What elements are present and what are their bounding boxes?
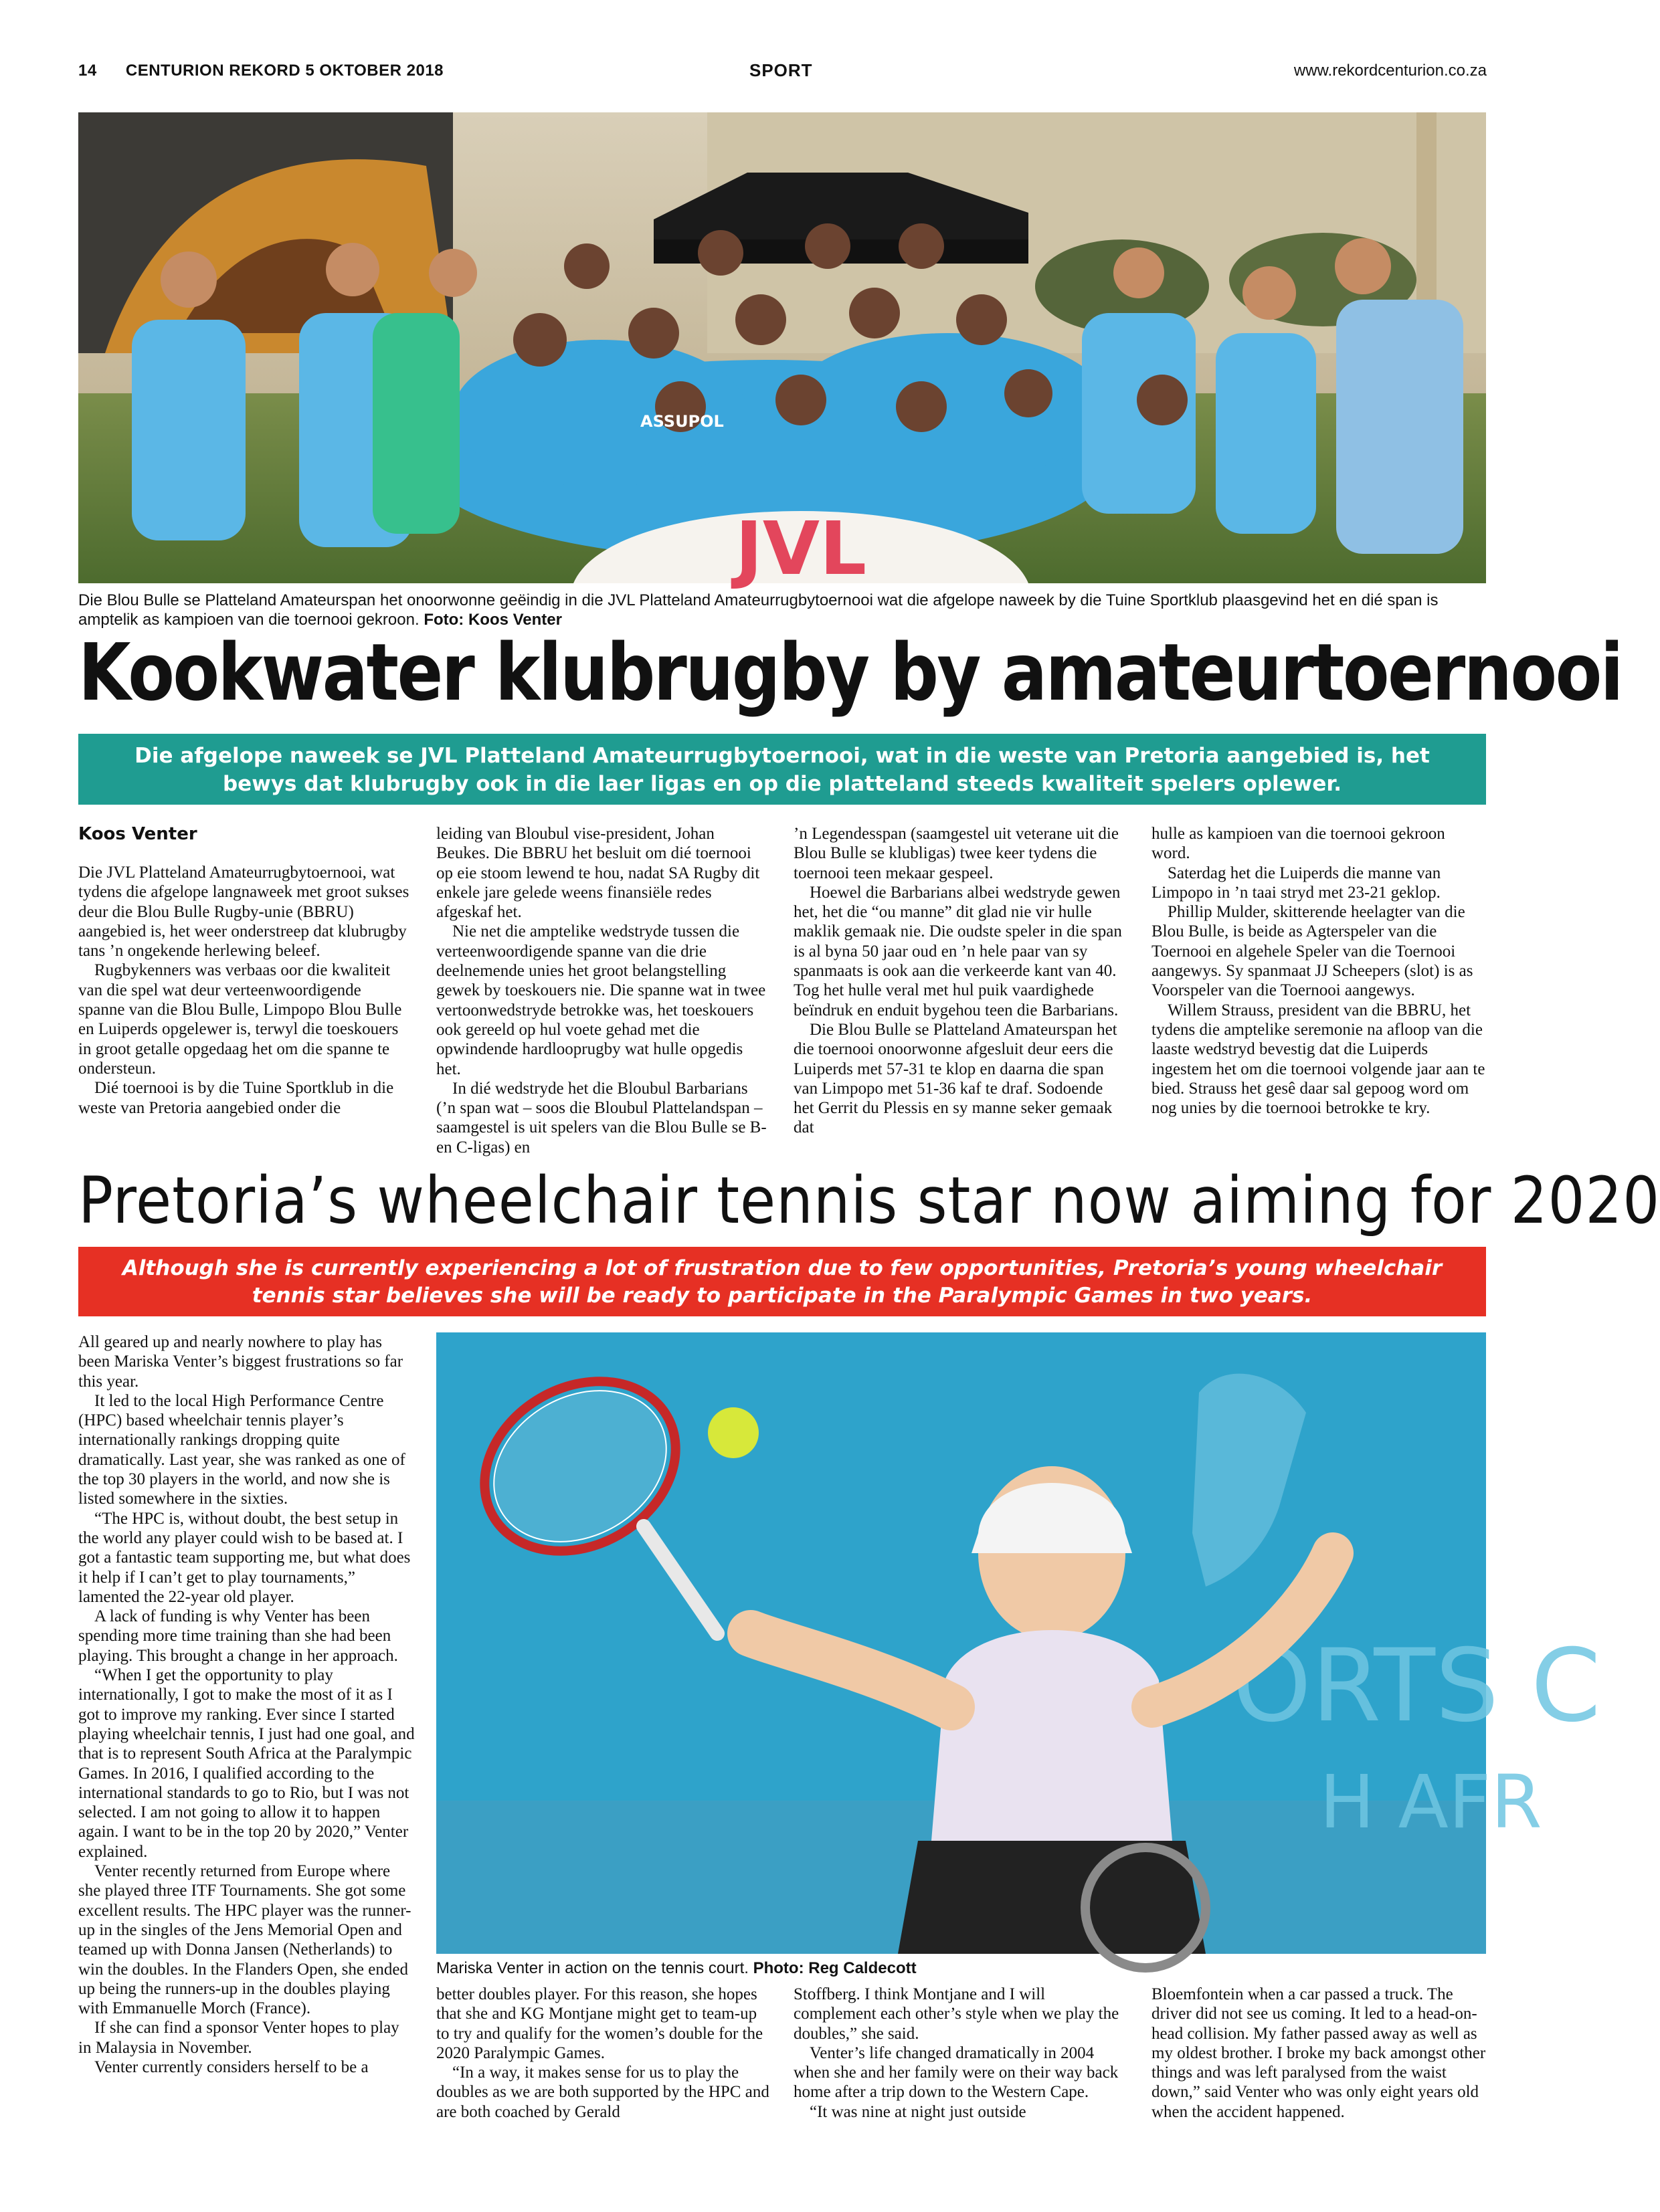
article2-standfirst-text: Although she is currently experiencing a lot of frustration due to few opportunities, Pretoria’s young wheelchair tennis star believes she will be ready to participate in the Paralympic Games in two years. xyxy=(122,1256,1443,1308)
article2-paragraph: “When I get the opportunity to play internationally, I got to make the most of it as I got to improve my ranking. Ever since I started playing wheelchair tennis, I just had one goal, and that is to represent South Africa at the Paralympic Games. In 2016, I qualified according to the international standards to go to Rio, but I was not selected. I am not going to allow it to happen again. I want to be in the top 20 by 2020,” Venter explained. xyxy=(78,1666,415,1861)
article1-standfirst-text: Die afgelope naweek se JVL Platteland Amateurrugbytoernooi, wat in die weste van Pretoria aangebied is, het bewys dat klubrugby ook in die laer ligas en op die platteland steeds kwaliteit spelers oplewer. xyxy=(134,744,1430,796)
backdrop-text-line1: ORTS C xyxy=(1232,1628,1601,1744)
article2-column-2 xyxy=(436,1985,769,2122)
article1-byline: Koos Venter xyxy=(78,824,197,844)
article2-paragraph: “The HPC is, without doubt, the best setup in the world any player could wish to be based at. I got a fantastic team supporting me, but what does it help if I can’t get to play tournaments,” lamented the 22-year old player. xyxy=(78,1509,411,1606)
article1-paragraph: Rugbykenners was verbaas oor die kwaliteit van die spel wat deur verteenwoordigende spanne van die Blou Bulle, Limpopo Blou Bulle en Luiperds opgelewer is, terwyl die toeskouers in groot getalle opgedaag het om die spanne te ondersteun. xyxy=(78,961,402,1078)
article2-paragraph: “In a way, it makes sense for us to play the doubles as we are both supported by the HPC and are both coached by Gerald xyxy=(436,2064,769,2121)
article2-paragraph: A lack of funding is why Venter has been spending more time training than she had been playing. This brought a change in her approach. xyxy=(78,1607,398,1665)
article2-paragraph: It led to the local High Performance Centre (HPC) based wheelchair tennis player’s internationally rankings dropping quite dramatically. Last year, she was ranked as one of the top 30 players in the world, and now she is listed somewhere in the sixties. xyxy=(78,1391,405,1508)
article1-paragraph: ’n Legendesspan (saamgestel uit veterane uit die Blou Bulle se klubligas) twee keer tydens die toernooi teen mekaar gespeel. xyxy=(794,825,1119,882)
article1-column-3 xyxy=(794,824,1127,1138)
article2-paragraph: “It was nine at night just outside xyxy=(810,2102,1026,2121)
tennis-caption-credit: Photo: Reg Caldecott xyxy=(753,1959,917,1977)
page-header-left xyxy=(78,62,444,80)
publication-date: CENTURION REKORD 5 OKTOBER 2018 xyxy=(125,62,444,80)
article2-standfirst xyxy=(78,1247,1486,1316)
article1-paragraph: Saterdag het die Luiperds die manne van Limpopo in ’n taai stryd met 23-21 geklop. xyxy=(1151,864,1441,902)
article1-paragraph: Hoewel die Barbarians albei wedstryde gewen het, het die “ou manne” dit glad nie vir hulle maklik gemaak nie. Die oudste speler in die span is al byna 50 jaar oud en ’n hele paar van sy spanmaats is ook aan die verkeerde kant van 40. Tog het hulle veral met hul puik vaardighede beïndruk en enduit bygehou teen die Barbarians. xyxy=(794,883,1122,1019)
tennis-player-photo xyxy=(436,1332,1601,1954)
backdrop-text-line2: H AFR xyxy=(1319,1759,1542,1845)
section-label: SPORT xyxy=(749,60,813,80)
rugby-caption-credit: Foto: Koos Venter xyxy=(424,611,562,629)
page-number: 14 xyxy=(78,62,97,80)
rugby-photo-illustration xyxy=(78,112,1486,591)
banner-logo-text: JVL xyxy=(735,506,867,591)
article2-paragraph: If she can find a sponsor Venter hopes to play in Malaysia in November. xyxy=(78,2019,399,2057)
article2-paragraph: All geared up and nearly nowhere to play has been Mariska Venter’s biggest frustrations so far this year. xyxy=(78,1333,403,1391)
rugby-team-photo xyxy=(78,112,1486,591)
article2-headline: Pretoria’s wheelchair tennis star now aiming for 2020 xyxy=(78,1163,1660,1238)
article1-paragraph: Willem Strauss, president van die BBRU, het tydens die amptelike seremonie na afloop van die laaste wedstryd bevestig dat die Luiperds ingestem het om die toernooi volgende jaar aan te bied. Strauss het gesê daar sal gepoog word om nog unies by die toernooi betrokke te kry. xyxy=(1151,1001,1485,1118)
article1-column-4 xyxy=(1151,824,1486,1118)
article1-paragraph: Die Blou Bulle se Platteland Amateurspan het die toernooi onoorwonne afgesluit deur eers die Luiperds met 57-31 te klop en daarna die span van Limpopo met 51-36 kaf te draf. Sodoende het Gerrit du Plessis en sy manne seker gemaak dat xyxy=(794,1020,1117,1137)
article2-column-4 xyxy=(1151,1985,1486,2122)
article1-headline: Kookwater klubrugby by amateurtoernooi xyxy=(78,626,1622,718)
tennis-caption-text: Mariska Venter in action on the tennis court. xyxy=(436,1959,749,1977)
website-link[interactable]: www.rekordcenturion.co.za xyxy=(1293,62,1487,80)
article2-paragraph: Stoffberg. I think Montjane and I will complement each other’s style when we play the doubles,” she said. xyxy=(794,1985,1119,2043)
article2-paragraph: better doubles player. For this reason, she hopes that she and KG Montjane might get to team-up to try and qualify for the women’s double for the 2020 Paralympic Games. xyxy=(436,1985,763,2062)
tennis-photo-illustration xyxy=(436,1332,1601,1954)
article2-paragraph: Bloemfontein when a car passed a truck. The driver did not see us coming. It led to a head-on-head collision. My father passed away as well as my oldest brother. I broke my back amongst other things and was left paralysed from the waist down,” said Venter who was only eight years old when the accident happened. xyxy=(1151,1985,1486,2121)
rugby-caption-text: Die Blou Bulle se Platteland Amateurspan het onoorwonne geëindig in die JVL Platteland Amateurrugbytoernooi wat die afgelope naweek by die Tuine Sportklub plaasgevind het en dié span is amptelik as kampioen van die toernooi gekroon. xyxy=(78,591,1439,629)
article1-standfirst xyxy=(78,734,1486,805)
article1-column-2 xyxy=(436,824,769,1157)
article1-paragraph: Die JVL Platteland Amateurrugbytoernooi, wat tydens die afgelope langnaweek met groot sukses deur die Blou Bulle Rugby-unie (BBRU) aangebied is, het weer onderstreep dat klubrugby tans ’n ongekende herlewing beleef. xyxy=(78,864,409,961)
article2-column-3 xyxy=(794,1985,1127,2122)
article2-paragraph: Venter’s life changed dramatically in 2004 when she and her family were on their way back home after a trip down to the Western Cape. xyxy=(794,2043,1119,2102)
article2-paragraph: Venter currently considers herself to be a xyxy=(94,2057,369,2076)
article1-paragraph: leiding van Bloubul vise-president, Johan Beukes. Die BBRU het besluit om dié toernooi op eie stoom lewend te hou, nadat SA Rugby dit enkele jare gelede weens finansiële redes afgeskaf het. xyxy=(436,825,760,922)
article1-paragraph: Dié toernooi is by die Tuine Sportklub in die weste van Pretoria aangebied onder die xyxy=(78,1079,394,1117)
article1-paragraph: In dié wedstryde het die Bloubul Barbarians (’n span wat – soos die Bloubul Plattelandspan – saamgestel is uit spelers van die Blou Bulle se B- en C-ligas) en xyxy=(436,1079,767,1157)
article1-paragraph: hulle as kampioen van die toernooi gekroon word. xyxy=(1151,825,1445,863)
tennis-photo-caption xyxy=(436,1958,1486,1978)
article1-column-1 xyxy=(78,863,411,1118)
article2-column-1 xyxy=(78,1332,416,2077)
article1-paragraph: Phillip Mulder, skitterende heelagter van die Blou Bulle, is beide as Agterspeler van die Toernooi en algehele Speler van die Toernooi aangewys. Sy spanmaat JJ Scheepers (slot) is as Voorspeler van die Toernooi aangewys. xyxy=(1151,903,1473,1000)
article1-paragraph: Nie net die amptelike wedstryde tussen die verteenwoordigende spanne van die drie deelnemende unies het groot belangstelling gewek by toeskouers nie. Die spanne wat in twee vertoonwedstryde betrokke was, het toeskouers ook gereeld op hul voete gehad met die opwindende hardlooprugby wat hulle opgedis het. xyxy=(436,922,766,1078)
tennis-ball-icon xyxy=(708,1407,759,1458)
shirt-sponsor-text: ASSUPOL xyxy=(640,412,724,431)
article2-paragraph: Venter recently returned from Europe where she played three ITF Tournaments. She got some excellent results. The HPC player was the runner-up in the singles of the Jens Memorial Open and teamed up with Donna Jansen (Netherlands) to win the doubles. In the Flanders Open, she ended up being the runners-up in the doubles playing with Emmanuelle Morch (France). xyxy=(78,1862,411,2018)
rugby-photo-caption xyxy=(78,591,1486,629)
